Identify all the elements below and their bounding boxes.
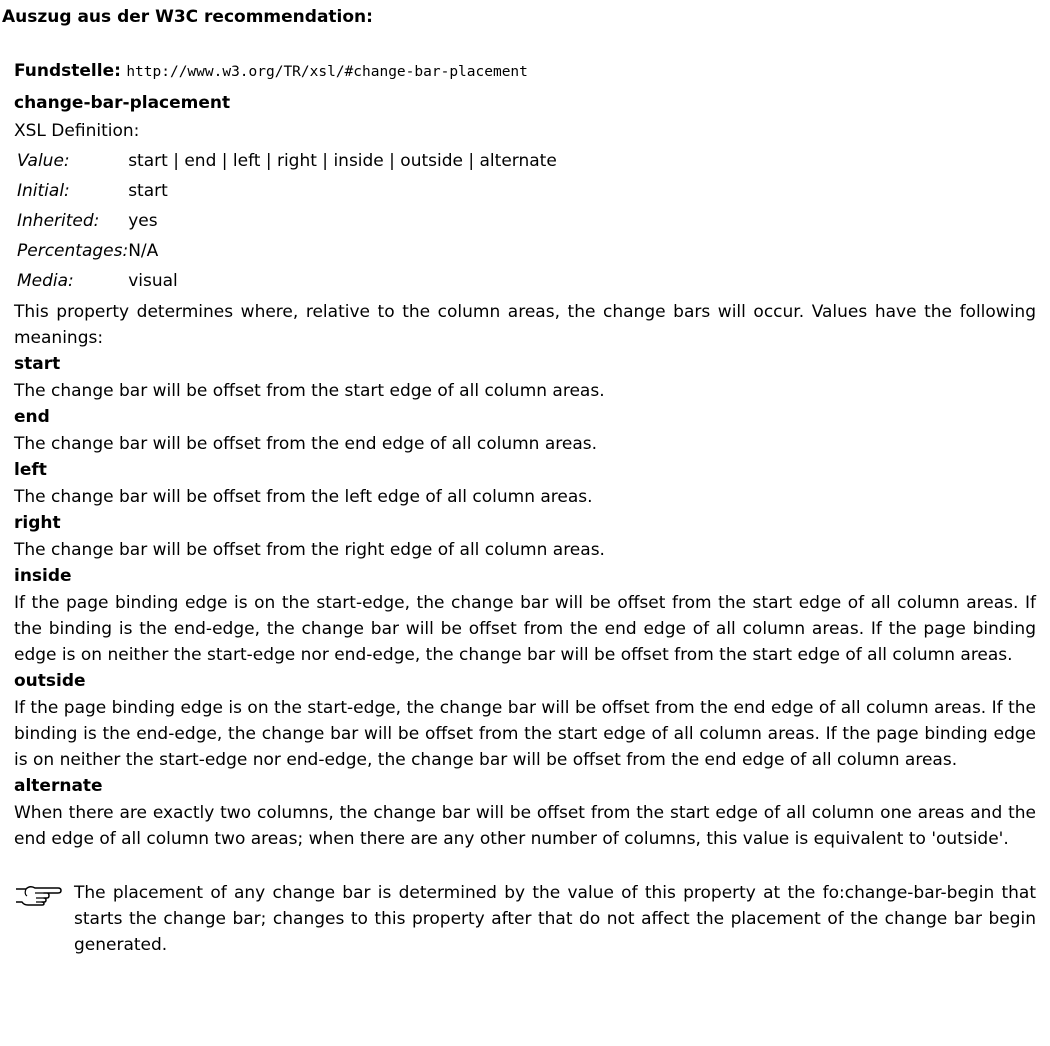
definition-label: XSL Definition: [14, 121, 140, 141]
intro-paragraph: This property determines where, relative to the column areas, the change bars will occur. Values have the following meanings: [14, 302, 1036, 348]
note-text: The placement of any change bar is determined by the value of this property at the fo:change-bar-begin that starts the change bar; changes to this property after that do not affect the placement of the change bar begin generated. [74, 883, 1036, 955]
source-url: http://www.w3.org/TR/xsl/#change-bar-placement [126, 64, 528, 80]
definition-value: start [128, 181, 168, 201]
definition-key: Inherited: [17, 211, 100, 231]
definition-key: Media: [17, 271, 74, 291]
value-term: right [14, 513, 61, 533]
source-line [14, 58, 1036, 84]
definition-key: Value: [17, 151, 70, 171]
value-description: When there are exactly two columns, the change bar will be offset from the start edge of all column one areas and the end edge of all column two areas; when there are any other number of columns, this value is equivalent to 'outside'. [14, 803, 1036, 849]
source-label: Fundstelle: [14, 61, 121, 81]
definition-value: start | end | left | right | inside | outside | alternate [128, 151, 557, 171]
value-list [14, 353, 1036, 852]
definition-key: Initial: [17, 181, 70, 201]
value-term: end [14, 407, 50, 427]
definition-row [17, 236, 557, 266]
definition-value: yes [128, 211, 158, 231]
definition-row [17, 206, 557, 236]
page-heading: Auszug aus der W3C recommendation: [2, 7, 373, 27]
value-term: left [14, 460, 47, 480]
definition-value: visual [128, 271, 178, 291]
value-description: The change bar will be offset from the right edge of all column areas. [14, 540, 605, 560]
definition-value: N/A [128, 241, 159, 261]
value-description: If the page binding edge is on the start-edge, the change bar will be offset from the start edge of all column areas. If the binding is the end-edge, the change bar will be offset from the end edge of all column areas. If the page binding edge is on neither the start-edge nor end-edge, the change bar will be offset from the start edge of all column areas. [14, 593, 1036, 665]
definition-row [17, 266, 557, 296]
property-name: change-bar-placement [14, 93, 231, 113]
value-term: start [14, 354, 61, 374]
value-description: The change bar will be offset from the left edge of all column areas. [14, 487, 593, 507]
pointing-hand-icon [14, 882, 62, 906]
definition-table [17, 146, 557, 296]
value-term: outside [14, 671, 86, 691]
value-term: inside [14, 566, 72, 586]
note-block [14, 880, 1036, 958]
content [14, 58, 1036, 958]
definition-row [17, 176, 557, 206]
definition-key: Percentages: [17, 241, 129, 261]
value-description: The change bar will be offset from the start edge of all column areas. [14, 381, 605, 401]
value-description: If the page binding edge is on the start-edge, the change bar will be offset from the end edge of all column areas. If the binding is the end-edge, the change bar will be offset from the start edge of all column areas. If the page binding edge is on neither the start-edge nor end-edge, the change bar will be offset from the end edge of all column areas. [14, 698, 1036, 770]
definition-row [17, 146, 557, 176]
value-description: The change bar will be offset from the end edge of all column areas. [14, 434, 598, 454]
value-term: alternate [14, 776, 103, 796]
